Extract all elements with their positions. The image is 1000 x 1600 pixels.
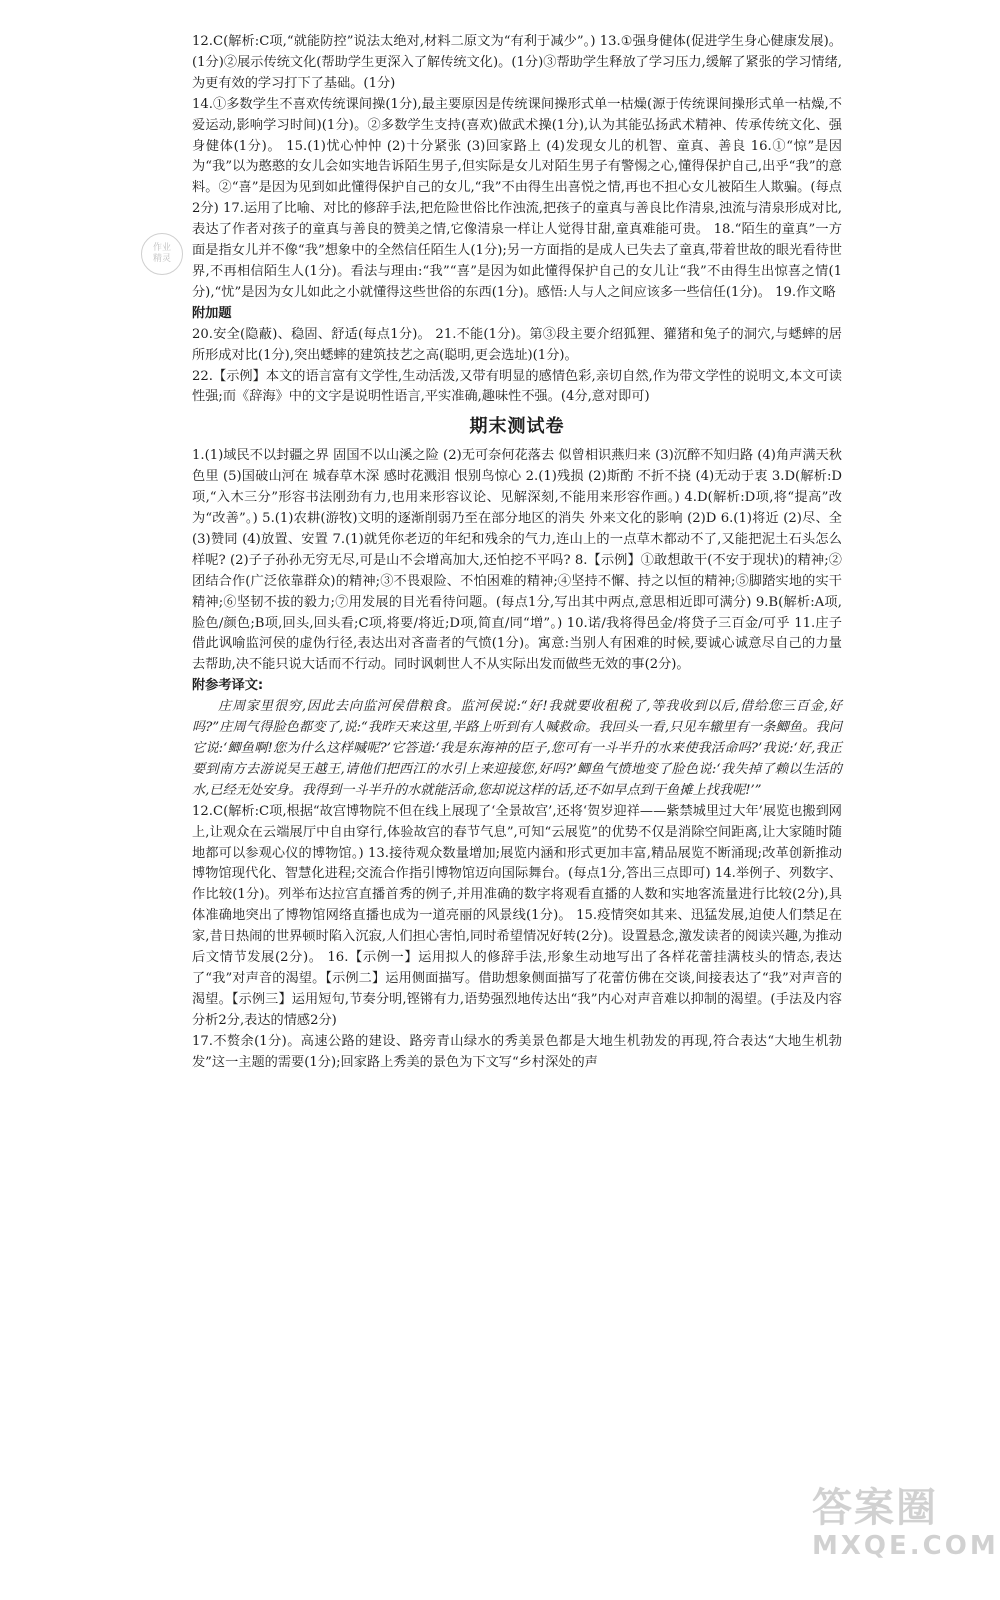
appendix-label: 附加题	[192, 305, 232, 321]
section-title: 期末测试卷	[469, 416, 565, 438]
stamp-seal	[141, 233, 183, 275]
answer-paragraph: 12.C(解析:C项,“就能防控”说法太绝对,材料二原文为“有利于减少”。) 13.①强身健体(促进学生身心健康发展)。(1分)②展示传统文化(帮助学生更深入了解传统文化)。(1分)③帮助学生释放了学习压力,缓解了紧张的学习情绪,为更有效的学习打下了基础。(1分)	[192, 34, 842, 91]
answer-paragraph: 12.C(解析:C项,根据“故宫博物院不但在线上展现了‘全景故宫’,还将‘贺岁迎祥——紫禁城里过大年’展览也搬到网上,让观众在云端展厅中自由穿行,体验故宫的春节气息”,可知“云展览”的优势不仅是消除空间距离,让大家随时随地都可以参观心仪的博物馆。) 13.接待观众数量增加;展览内涵和形式更加丰富,精品展览不断涌现;改革创新推动博物馆现代化、智慧化进程;交流合作指引博物馆迈向国际舞台。(每点1分,答出三点即可) 14.举例子、列数字、作比较(1分)。列举布达拉宫直播首秀的例子,并用准确的数字将观看直播的人数和实地客流量进行比较(2分),具体准确地突出了博物馆网络直播也成为一道亮丽的风景线(1分)。 15.疫情突如其来、迅猛发展,迫使人们禁足在家,昔日热闹的世界顿时陷入沉寂,人们担心害怕,同时希望情况好转(2分)。设置悬念,激发读者的阅读兴趣,为推动后文情节发展(2分)。 16.【示例一】运用拟人的修辞手法,形象生动地写出了各样花蕾挂满枝头的情态,表达了“我”对声音的渴望。【示例二】运用侧面描写。借助想象侧面描写了花蕾仿佛在交谈,间接表达了“我”对声音的渴望。【示例三】运用短句,节奏分明,铿锵有力,语势强烈地传达出“我”内心对声音难以抑制的渴望。(手法及内容分析2分,表达的情感2分)	[192, 803, 842, 1028]
site-watermark	[812, 1485, 999, 1585]
stamp-text-1: 作业	[152, 243, 171, 253]
translation-label: 附参考译文:	[192, 678, 264, 694]
stamp-text-2: 精灵	[152, 254, 171, 264]
answer-content	[192, 32, 842, 1074]
answer-paragraph: 14.①多数学生不喜欢传统课间操(1分),最主要原因是传统课间操形式单一枯燥(源于传统课间操形式单一枯燥,不爱运动,影响学习时间)(1分)。②多数学生支持(喜欢)做武术操(1分),认为其能弘扬武术精神、传承传统文化、强身健体(1分)。 15.(1)忧心忡忡 (2)十分紧张 (3)回家路上 (4)发现女儿的机智、童真、善良 16.①“惊”是因为“我”以为憨憨的女儿会如实地告诉陌生男子,但实际是女儿对陌生男子有警惕之心,懂得保护自己,出乎“我”的意料。②“喜”是因为见到如此懂得保护自己的女儿,“我”不由得生出喜悦之情,再也不担心女儿被陌生人欺骗。(每点2分) 17.运用了比喻、对比的修辞手法,把危险世俗比作浊流,把孩子的童真与善良比作清泉,浊流与清泉形成对比,表达了作者对孩子的童真与善良的赞美之情,它像清泉一样让人觉得甘甜,童真难能可贵。 18.“陌生的童真”一方面是指女儿并不像“我”想象中的全然信任陌生人(1分);另一方面指的是成人已失去了童真,带着世故的眼光看待世界,不再相信陌生人(1分)。看法与理由:“我”“喜”是因为如此懂得保护自己的女儿让“我”不由得生出惊喜之情(1分),“忧”是因为女儿如此之小就懂得这些世俗的东西(1分)。感悟:人与人之间应该多一些信任(1分)。 19.作文略	[192, 96, 842, 300]
answer-paragraph: 20.安全(隐蔽)、稳固、舒适(每点1分)。 21.不能(1分)。第③段主要介绍狐狸、獾猪和兔子的洞穴,与蟋蟀的居所形成对比(1分),突出蟋蟀的建筑技艺之高(聪明,更会选址)(1分)。	[192, 326, 842, 363]
answer-paragraph: 17.不赘余(1分)。高速公路的建设、路旁青山绿水的秀美景色都是大地生机勃发的再现,符合表达“大地生机勃发”这一主题的需要(1分);回家路上秀美的景色为下文写“乡村深处的声	[192, 1033, 842, 1070]
answer-paragraph: 22.【示例】本文的语言富有文学性,生动活泼,又带有明显的感情色彩,亲切自然,作为带文学性的说明文,本文可读性强;而《辞海》中的文字是说明性语言,平实准确,趣味性不强。(4分,意对即可)	[192, 368, 842, 405]
faded-stamp	[133, 233, 191, 305]
watermark-url: MXQE.COM	[812, 1531, 999, 1561]
translation-text: 庄周家里很穷,因此去向监河侯借粮食。监河侯说:“好!我就要收租税了,等我收到以后,借给您三百金,好吗?”庄周气得脸色都变了,说:“我昨天来这里,半路上听到有人喊救命。我回头一看,只见车辙里有一条鲫鱼。我问它说:‘鲫鱼啊!您为什么这样喊呢?’它答道:‘我是东海神的臣子,您可有一斗半升的水来使我活命吗?’我说:‘好,我正要到南方去游说吴王越王,请他们把西江的水引上来迎接您,好吗?’鲫鱼气愤地变了脸色说:‘我失掉了赖以生活的水,已经无处安身。我得到一斗半升的水就能活命,您却说这样的话,还不如早点到干鱼摊上找我呢!’”	[192, 699, 842, 798]
answer-paragraph: 1.(1)域民不以封疆之界 固国不以山溪之险 (2)无可奈何花落去 似曾相识燕归来 (3)沉醉不知归路 (4)角声满天秋色里 (5)国破山河在 城春草木深 感时花溅泪 恨别鸟惊心 2.(1)残损 (2)斯酌 不折不挠 (4)无动于衷 3.D(解析:D项,“入木三分”形容书法刚劲有力,也用来形容议论、见解深刻,不能用来形容作画。) 4.D(解析:D项,将“提高”改为“改善”。) 5.(1)农耕(游牧)文明的逐渐削弱乃至在部分地区的消失 外来文化的影响 (2)D 6.(1)将近 (2)尽、全 (3)赞同 (4)放置、安置 7.(1)就凭你老迈的年纪和残余的气力,连山上的一点草木都动不了,又能把泥土石头怎么样呢? (2)子子孙孙无穷无尽,可是山不会增高加大,还怕挖不平吗? 8.【示例】①敢想敢干(不安于现状)的精神;②团结合作(广泛依靠群众)的精神;③不畏艰险、不怕困难的精神;④坚持不懈、持之以恒的精神;⑤脚踏实地的实干精神;⑥坚韧不拔的毅力;⑦用发展的目光看待问题。(每点1分,写出其中两点,意思相近即可满分) 9.B(解析:A项,脸色/颜色;B项,回头,回头看;C项,将要/将近;D项,简直/同“增”。) 10.诺/我将得邑金/将贷子三百金/可乎 11.庄子借此讽喻监河侯的虚伪行径,表达出对吝啬者的气愤(1分)。寓意:当别人有困难的时候,要诚心诚意尽自己的力量去帮助,决不能只说大话而不行动。同时讽刺世人不从实际出发而做些无效的事(2分)。	[192, 448, 842, 673]
watermark-logo-text: 答案圈	[812, 1485, 938, 1531]
